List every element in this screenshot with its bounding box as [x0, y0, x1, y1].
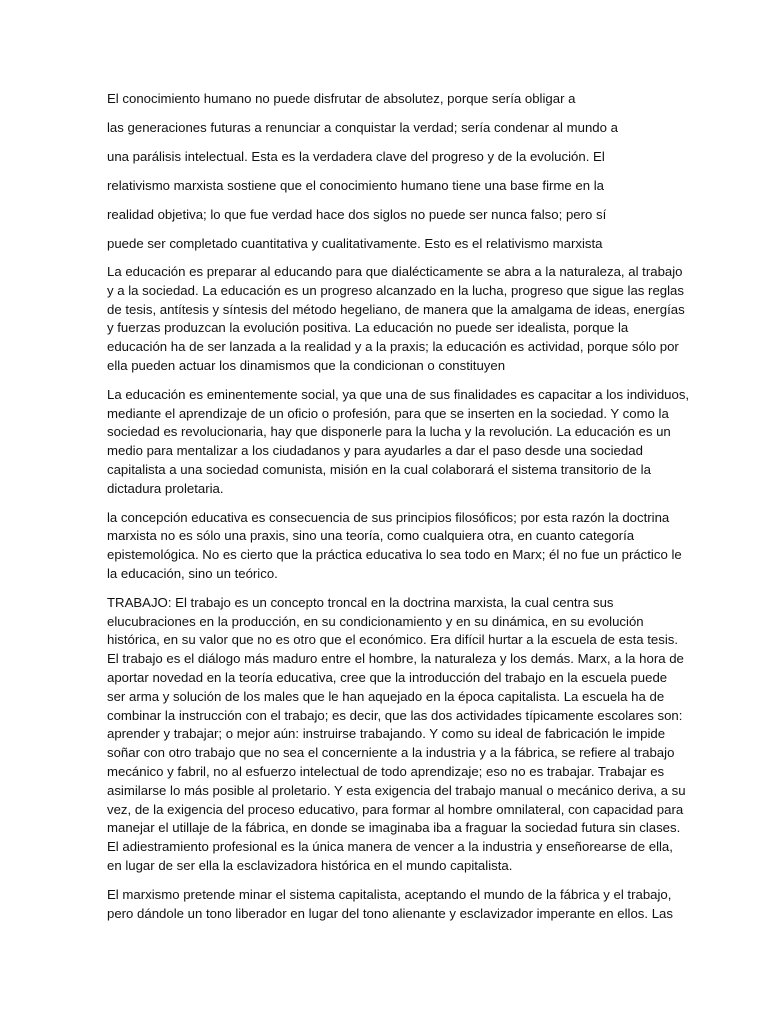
- paragraph-line: aprender y trabajar; o mejor aún: instruirse trabajando. Y como su ideal de fabricación le impide: [107, 726, 666, 742]
- paragraph-line: La educación es eminentemente social, ya que una de sus finalidades es capacitar a los individuos,: [107, 386, 690, 402]
- paragraph-line: y a la sociedad. La educación es un progreso alcanzado en la lucha, progreso que sigue las reglas: [107, 282, 684, 298]
- paragraph-educational-conception: [107, 509, 682, 584]
- paragraph-line: ser arma y solución de los males que le han aquejado en la época capitalista. La escuela ha de: [107, 688, 665, 704]
- paragraph-line: soñar con otro trabajo que no sea el concerniente a la industria y a la fábrica, se refiere al trabajo: [107, 745, 675, 761]
- paragraph-education-dialectic: [107, 263, 685, 376]
- paragraph-line: y fuerzas produzcan la evolución positiva. La educación no puede ser idealista, porque la: [107, 320, 629, 336]
- paragraph-line: histórica, en su valor que no es otro que el económico. Era difícil hurtar a la escuela de esta tesis.: [107, 632, 679, 648]
- paragraph-line: asimilarse lo más posible al proletario. Y esta exigencia del trabajo manual o mecánico deriva, a su: [107, 782, 686, 798]
- paragraph-line: vez, de la exigencia del proceso educativo, para formar al hombre omnilateral, con capacidad para: [107, 801, 684, 817]
- paragraph-line: combinar la instrucción con el trabajo; es decir, que las dos actividades típicamente escolares son:: [107, 707, 683, 723]
- paragraph-line: marxista no es sólo una praxis, sino una teoría, como cualquiera otra, en cuanto categoría: [107, 528, 635, 544]
- paragraph-line: dictadura proletaria.: [107, 480, 224, 496]
- paragraph-line: pero dándole un tono liberador en lugar del tono alienante y esclavizador imperante en ellos. Las: [107, 905, 673, 921]
- paragraph-education-social: [107, 386, 690, 499]
- paragraph-line: mediante el aprendizaje de un oficio o profesión, para que se inserten en la sociedad. Y como la: [107, 405, 669, 421]
- paragraph-line: El marxismo pretende minar el sistema capitalista, aceptando el mundo de la fábrica y el trabajo,: [107, 886, 672, 902]
- paragraph-line: educación ha de ser lanzada a la realidad y a la praxis; la educación es actividad, porque sólo por: [107, 339, 679, 355]
- paragraph-line: El adiestramiento profesional es la única manera de vencer a la industria y enseñorearse de ella,: [107, 839, 673, 855]
- intro-line: puede ser completado cuantitativa y cualitativamente. Esto es el relativismo marxista: [107, 236, 603, 251]
- paragraph-line: manejar el utillaje de la fábrica, en donde se imaginaba iba a fraguar la sociedad futura sin clases.: [107, 820, 681, 836]
- paragraph-line: mecánico y fabril, no al esfuerzo intelectual de todo aprendizaje; eso no es trabajar. Trabajar es: [107, 763, 665, 779]
- paragraph-marxism-capitalism: [107, 886, 673, 924]
- paragraph-line: TRABAJO: El trabajo es un concepto troncal en la doctrina marxista, la cual centra sus: [107, 594, 614, 610]
- paragraph-line: medio para mentalizar a los ciudadanos y para ayudarles a dar el paso desde una sociedad: [107, 443, 643, 459]
- paragraph-line: aportar novedad en la teoría educativa, cree que la introducción del trabajo en la escuela puede: [107, 669, 668, 685]
- paragraph-line: ella pueden actuar los dinamismos que la condicionan o constituyen: [107, 357, 506, 373]
- document-page: [107, 90, 690, 933]
- paragraph-trabajo: [107, 594, 686, 876]
- paragraph-line: la concepción educativa es consecuencia de sus principios filosóficos; por esta razón la doctrina: [107, 509, 670, 525]
- intro-line: realidad objetiva; lo que fue verdad hace dos siglos no puede ser nunca falso; pero sí: [107, 207, 607, 222]
- intro-line: relativismo marxista sostiene que el conocimiento humano tiene una base firme en la: [107, 178, 604, 193]
- intro-line: las generaciones futuras a renunciar a conquistar la verdad; sería condenar al mundo a: [107, 120, 618, 135]
- paragraph-line: de tesis, antítesis y síntesis del método hegeliano, de manera que la amalgama de ideas, energías: [107, 301, 685, 317]
- paragraph-line: en lugar de ser ella la esclavizadora histórica en el mundo capitalista.: [107, 857, 513, 873]
- paragraph-line: La educación es preparar al educando para que dialécticamente se abra a la naturaleza, al trabajo: [107, 264, 683, 279]
- paragraph-line: El trabajo es el diálogo más maduro entre el hombre, la naturaleza y los demás. Marx, a la hora de: [107, 651, 684, 667]
- paragraph-line: sociedad es revolucionaria, hay que disponerle para la lucha y la revolución. La educación es un: [107, 424, 671, 440]
- intro-line: El conocimiento humano no puede disfrutar de absolutez, porque sería obligar a: [107, 91, 576, 106]
- intro-line: una parálisis intelectual. Esta es la verdadera clave del progreso y de la evolución. El: [107, 149, 605, 164]
- paragraph-line: la educación, sino un teórico.: [107, 565, 278, 581]
- paragraph-line: epistemológica. No es cierto que la práctica educativa lo sea todo en Marx; él no fue un práctico le: [107, 547, 682, 563]
- intro-block: [107, 90, 663, 253]
- paragraph-line: elucubraciones en la producción, en su condicionamiento y en su dinámica, en su evolución: [107, 613, 644, 629]
- paragraph-line: capitalista a una sociedad comunista, misión en la cual colaborará el sistema transitorio de la: [107, 461, 651, 477]
